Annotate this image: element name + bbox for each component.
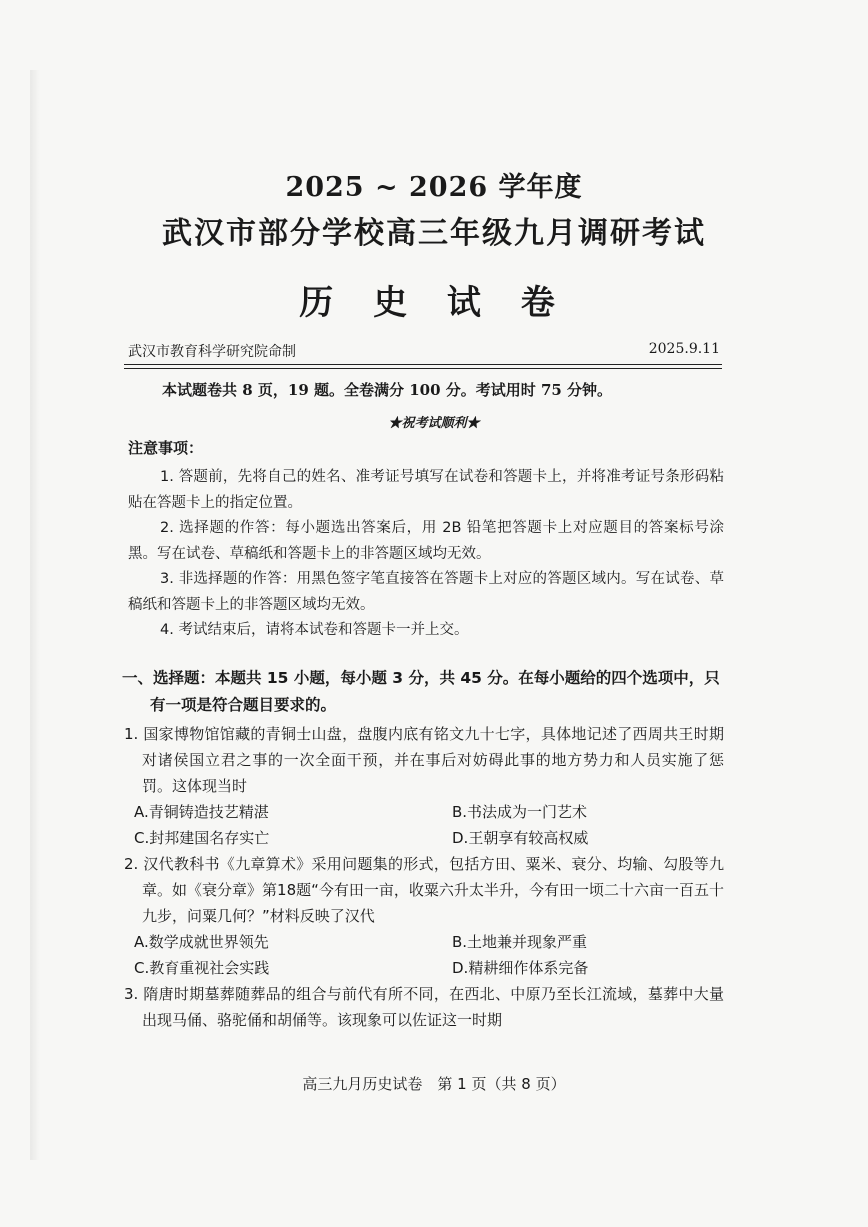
- option-d: D.精耕细作体系完备: [452, 959, 589, 977]
- header-rule-thick: [124, 364, 722, 365]
- question-1: [124, 721, 724, 851]
- option-b: B.书法成为一门艺术: [452, 803, 588, 821]
- exam-date: 2025.9.11: [648, 341, 720, 357]
- question-2: [124, 851, 724, 981]
- option-c: C.封邦建国名存实亡: [134, 829, 270, 847]
- note-item: 3. 非选择题的作答：用黑色签字笔直接答在答题卡上对应的答题区域内。写在试卷、草稿纸和答题卡上的非答题区域均无效。: [128, 571, 724, 613]
- page-footer: 高三九月历史试卷 第 1 页（共 8 页）: [302, 1075, 566, 1093]
- question-options: [124, 929, 724, 981]
- exam-subject: 历 史 试 卷: [299, 283, 569, 323]
- question-stem: 2. 汉代教科书《九章算术》采用问题集的形式，包括方田、粟米、衰分、均输、勾股等九章。如《衰分章》第18题“今有田一亩，收粟六升太半升，今有田一顷二十六亩一百五十九步，问粟几何？”材料反映了汉代: [124, 855, 724, 925]
- option-a: A.数学成就世界领先: [134, 933, 269, 951]
- question-options: [124, 799, 724, 851]
- note-item: 4. 考试结束后，请将本试卷和答题卡一并上交。: [160, 622, 469, 638]
- exam-summary: 本试题卷共 8 页，19 题。全卷满分 100 分。考试用时 75 分钟。: [162, 381, 613, 399]
- question-list: [124, 721, 724, 1033]
- question-stem: 3. 隋唐时期墓葬随葬品的组合与前代有所不同，在西北、中原乃至长江流域，墓葬中大量出现马俑、骆驼俑和胡俑等。该现象可以佐证这一时期: [124, 985, 724, 1029]
- option-a: A.青铜铸造技艺精湛: [134, 803, 269, 821]
- exam-organizer: 武汉市教育科学研究院命制: [128, 344, 296, 360]
- question-3: [124, 981, 724, 1033]
- notes-title: 注意事项：: [128, 439, 204, 457]
- option-b: B.土地兼并现象严重: [452, 933, 588, 951]
- header-rule-thin: [124, 368, 722, 369]
- note-item: 1. 答题前，先将自己的姓名、准考证号填写在试卷和答题卡上，并将准考证号条形码粘贴在答题卡上的指定位置。: [128, 469, 724, 511]
- note-item: 2. 选择题的作答：每小题选出答案后，用 2B 铅笔把答题卡上对应题目的答案标号涂黑。写在试卷、草稿纸和答题卡上的非答题区域均无效。: [128, 520, 724, 562]
- option-c: C.教育重视社会实践: [134, 959, 270, 977]
- question-stem: 1. 国家博物馆馆藏的青铜士山盘，盘腹内底有铭文九十七字，具体地记述了西周共王时期对诸侯国立君之事的一次全面干预，并在事后对妨碍此事的地方势力和人员实施了惩罚。这体现当时: [124, 725, 724, 795]
- good-luck-line: ★祝考试顺利★: [388, 416, 480, 431]
- notes-list: [128, 465, 724, 644]
- section-heading: [122, 665, 724, 719]
- exam-year: 2025 ~ 2026 学年度: [285, 172, 583, 203]
- option-d: D.王朝享有较高权威: [452, 829, 589, 847]
- exam-title: 武汉市部分学校高三年级九月调研考试: [162, 216, 706, 251]
- section-heading-line1: 一、选择题：本题共 15 小题，每小题 3 分，共 45 分。在每小题给的四个选项中，只: [122, 669, 720, 687]
- section-heading-line2: 有一项是符合题目要求的。: [150, 696, 337, 714]
